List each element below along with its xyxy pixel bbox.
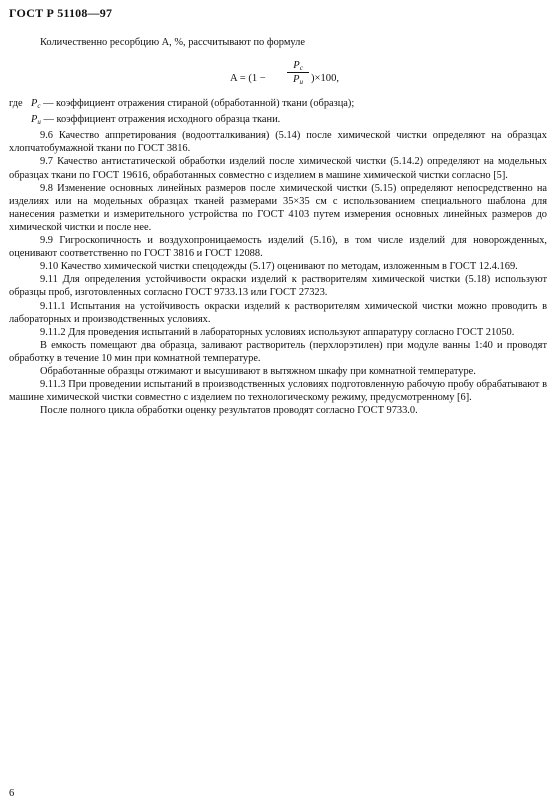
formula-numerator: $P_c$ bbox=[293, 60, 303, 73]
formula-definitions bbox=[9, 97, 547, 129]
document-body bbox=[9, 36, 547, 417]
page-header: ГОСТ Р 51108—97 bbox=[9, 6, 113, 20]
paragraph-evaluation: После полного цикла обработки оценку результатов проводят согласно ГОСТ 9733.0. bbox=[40, 405, 418, 417]
formula-fraction bbox=[287, 59, 309, 86]
formula-denominator: $P_и$ bbox=[293, 74, 303, 87]
formula-lhs: A = (1 − bbox=[230, 73, 266, 85]
paragraph-9-11: 9.11 Для определения устойчивости окраски изделий к растворителям химической чистки (5.18) используют образцы проб, изготовленных согласно ГОСТ 9733.13 или ГОСТ 27323. bbox=[9, 274, 547, 299]
paragraph-9-7: 9.7 Качество антистатической обработки изделий после химической чистки (5.14.2) определяют на модельных образцах ткани по ГОСТ 19616, обработанных совместно с изделием в машине химической чистки согласно [5]. bbox=[9, 156, 547, 181]
definition-pi: $P_и$ — коэффициент отражения исходного образца ткани. bbox=[31, 114, 281, 127]
paragraph-9-10: 9.10 Качество химической чистки спецодежды (5.17) оценивают по методам, изложенным в ГОСТ 12.4.169. bbox=[40, 261, 518, 273]
paragraph-drying: Обработанные образцы отжимают и высушивают в вытяжном шкафу при комнатной температуре. bbox=[40, 365, 476, 377]
resorption-formula bbox=[9, 59, 547, 91]
formula-rhs: )×100, bbox=[311, 73, 340, 85]
paragraph-9-6: 9.6 Качество аппретирования (водоотталкивания) (5.14) после химической чистки определяют на образцах хлопчатобумажной ткани по ГОСТ 3816. bbox=[9, 130, 547, 155]
paragraph-9-11-1: 9.11.1 Испытания на устойчивость окраски изделий к растворителям химической чистки можно проводить в лабораторных и производственных условиях. bbox=[9, 300, 547, 325]
paragraph-9-11-3: 9.11.3 При проведении испытаний в производственных условиях подготовленную рабочую пробу обрабатывают в машине химической чистки совместно с изделием по технологическому режиму, предусмотренному [6]. bbox=[9, 379, 547, 404]
paragraph-container-procedure: В емкость помещают два образца, заливают растворитель (перхлорэтилен) при модуле ванны 1:40 и проводят обработку в течение 10 мин при комнатной температуре. bbox=[9, 339, 547, 364]
paragraph-9-11-2: 9.11.2 Для проведения испытаний в лабораторных условиях используют аппаратуру согласно ГОСТ 21050. bbox=[40, 326, 515, 338]
paragraph-9-8: 9.8 Изменение основных линейных размеров после химической чистки (5.15) определяют непосредственно на изделиях или на модельных образцах тканей размерами 35×35 см с использованием специального шаблона для нанесения разметки и измерительного устройства по ГОСТ 4103 путем измерения основных линейных размеров до химической чистки и после нее. bbox=[9, 182, 547, 233]
page-number: 6 bbox=[9, 788, 15, 799]
paragraph-9-9: 9.9 Гигроскопичность и воздухопроницаемость изделий (5.16), в том числе изделий для новорожденных, оценивают соответственно по ГОСТ 3816 и ГОСТ 12088. bbox=[9, 235, 547, 260]
formula-intro: Количественно ресорбцию A, %, рассчитывают по формуле bbox=[40, 37, 305, 48]
definition-pc: где $P_с$ — коэффициент отражения стираной (обработанной) ткани (образца); bbox=[9, 98, 355, 111]
